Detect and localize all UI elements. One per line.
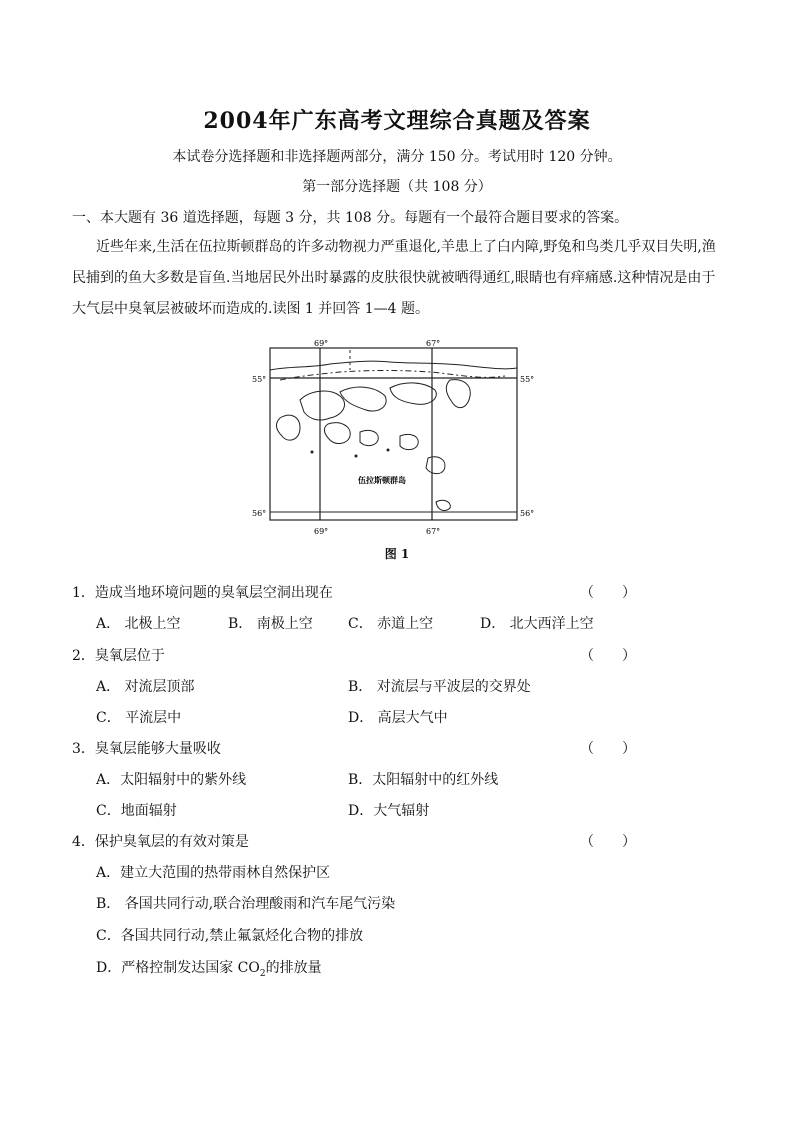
q3-option-b: B．太阳辐射中的红外线 [348,772,499,788]
coastline [270,361,517,370]
q4-option-d-suffix: 的排放量 [265,960,322,976]
q2-option-b: B． 对流层与平波层的交界处 [348,679,531,695]
question-4-answer-blank: （ ） [580,834,636,850]
lon-label-top-69: 69° [314,340,329,348]
lat-label-right-55: 55° [520,375,535,384]
question-1-answer-blank: （ ） [580,585,636,601]
exam-subtitle: 本试卷分选择题和非选择题两部分，满分 150 分。考试用时 120 分钟。 [172,149,622,165]
q4-option-d [96,957,322,979]
q4-option-a: A．建立大范围的热带雨林自然保护区 [96,865,331,881]
reading-passage: 近些年来,生活在伍拉斯顿群岛的许多动物视力严重退化,羊患上了白内障,野兔和鸟类几乎双目失明,渔民捕到的鱼大多数是盲鱼.当地居民外出时暴露的皮肤很快就被晒得通红,眼睛也有痒痛感.这种情况是由于大气层中臭氧层被破坏而造成的.读图 1 并回答 1—4 题。 [72,239,716,317]
island [276,415,300,440]
map-figure [240,340,540,540]
co2-subscript: 2 [259,968,266,979]
q1-option-b: B． 南极上空 [228,616,313,632]
lon-label-top-67: 67° [426,340,441,348]
q4-option-d-text: D．严格控制发达国家 CO [96,960,260,976]
q1-option-c: C． 赤道上空 [348,616,434,632]
q3-option-c: C．地面辐射 [96,803,177,819]
q2-option-d: D． 高层大气中 [348,710,448,726]
q2-option-c: C． 平流层中 [96,710,182,726]
lon-label-bottom-69: 69° [314,527,329,536]
question-3-answer-blank: （ ） [580,741,636,757]
q4-option-b: B． 各国共同行动,联合治理酸雨和汽车尾气污染 [96,896,396,912]
lat-label-left-55: 55° [252,375,267,384]
island [446,380,470,408]
island [426,457,445,474]
question-1-stem: 1．造成当地环境问题的臭氧层空洞出现在 [72,585,333,601]
island-label: 伍拉斯顿群岛 [358,476,406,485]
q1-option-d: D． 北大西洋上空 [480,616,594,632]
island [360,430,378,445]
island [340,387,386,411]
island [390,383,436,404]
lon-label-bottom-67: 67° [426,527,441,536]
page-title: 2004年广东高考文理综合真题及答案 [203,108,591,134]
lat-label-right-56: 56° [520,509,535,518]
q2-option-a: A． 对流层顶部 [96,679,195,695]
island [324,423,350,444]
map-frame [270,348,517,520]
q1-option-a: A． 北极上空 [96,616,181,632]
question-2-stem: 2．臭氧层位于 [72,648,165,664]
island [400,434,418,449]
q4-option-c: C．各国共同行动,禁止氟氯烃化合物的排放 [96,928,364,944]
question-2-answer-blank: （ ） [580,648,636,664]
question-3-stem: 3．臭氧层能够大量吸收 [72,741,221,757]
q3-option-d: D．大气辐射 [348,803,430,819]
island [300,391,345,420]
section-instruction: 一、本大题有 36 道选择题，每题 3 分，共 108 分。每题有一个最符合题目要求的答案。 [72,210,629,226]
figure-caption: 图 1 [384,547,410,561]
question-4-stem: 4．保护臭氧层的有效对策是 [72,834,249,850]
island [436,500,450,510]
lat-label-left-56: 56° [252,509,267,518]
q3-option-a: A．太阳辐射中的紫外线 [96,772,247,788]
part-title: 第一部分选择题（共 108 分） [302,179,492,195]
